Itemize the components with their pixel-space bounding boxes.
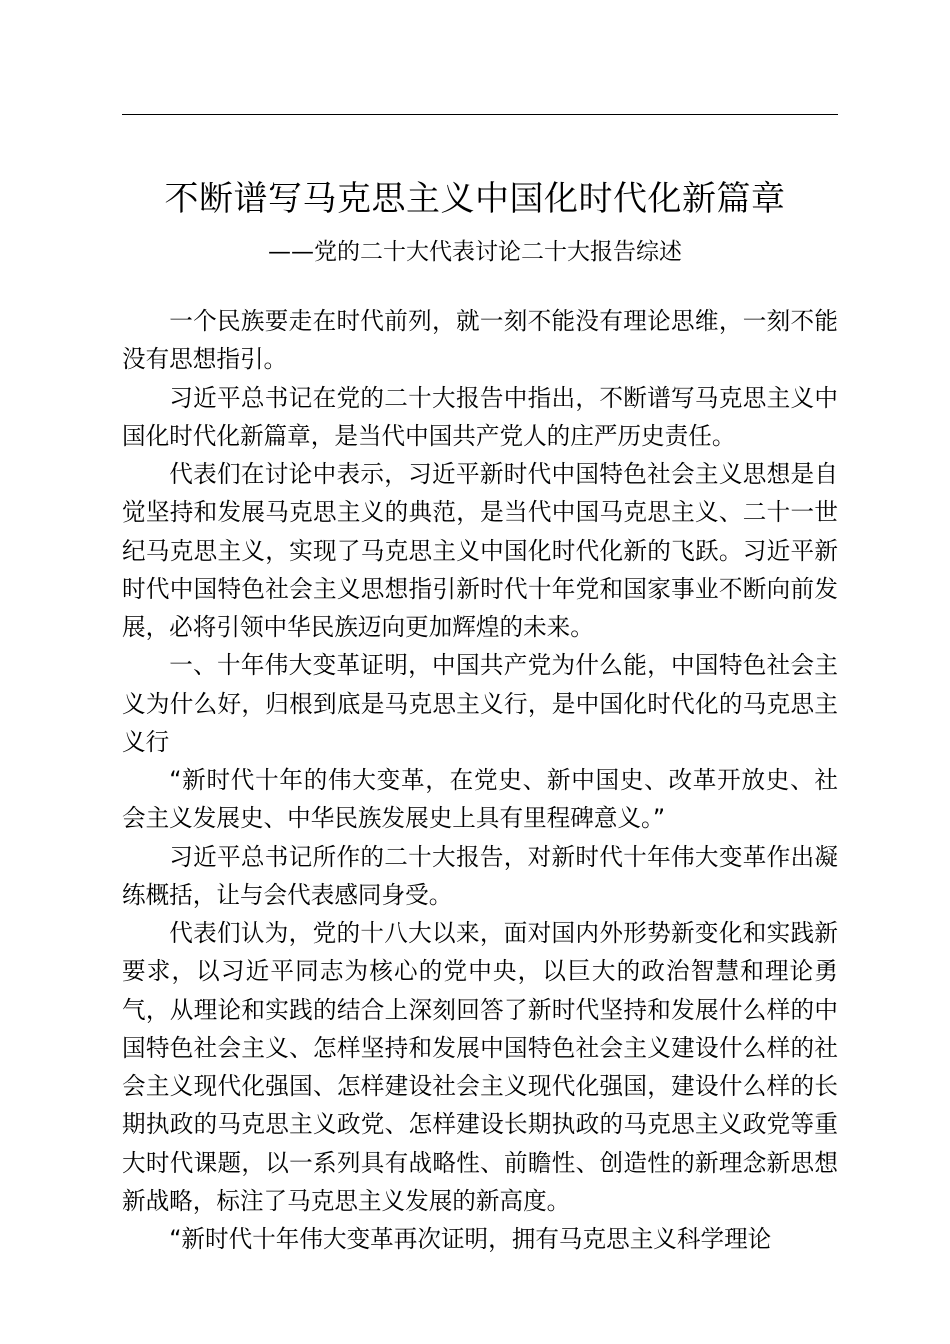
section-heading: 一、十年伟大变革证明，中国共产党为什么能，中国特色社会主义为什么好，归根到底是马克思主义行，是中国化时代化的马克思主义行 bbox=[122, 651, 838, 756]
document-subtitle: ——党的二十大代表讨论二十大报告综述 bbox=[268, 239, 682, 265]
header-rule bbox=[122, 114, 838, 115]
paragraph: 一个民族要走在时代前列，就一刻不能没有理论思维，一刻不能没有思想指引。 bbox=[122, 307, 838, 374]
paragraph: 习近平总书记所作的二十大报告，对新时代十年伟大变革作出凝练概括，让与会代表感同身受。 bbox=[122, 842, 838, 909]
paragraph: 代表们在讨论中表示，习近平新时代中国特色社会主义思想是自觉坚持和发展马克思主义的典范，是当代中国马克思主义、二十一世纪马克思主义，实现了马克思主义中国化时代化新的飞跃。习近平新时代中国特色社会主义思想指引新时代十年党和国家事业不断向前发展，必将引领中华民族迈向更加辉煌的未来。 bbox=[122, 460, 838, 641]
document-title: 不断谱写马克思主义中国化时代化新篇章 bbox=[164, 179, 786, 219]
document-body bbox=[122, 302, 838, 1258]
quote-paragraph: “新时代十年的伟大变革，在党史、新中国史、改革开放史、社会主义发展史、中华民族发展史上具有里程碑意义。” bbox=[122, 766, 838, 833]
paragraph: 代表们认为，党的十八大以来，面对国内外形势新变化和实践新要求，以习近平同志为核心的党中央，以巨大的政治智慧和理论勇气，从理论和实践的结合上深刻回答了新时代坚持和发展什么样的中国特色社会主义、怎样坚持和发展中国特色社会主义建设什么样的社会主义现代化强国、怎样建设社会主义现代化强国，建设什么样的长期执政的马克思主义政党、怎样建设长期执政的马克思主义政党等重大时代课题，以一系列具有战略性、前瞻性、创造性的新理念新思想新战略，标注了马克思主义发展的新高度。 bbox=[122, 919, 838, 1215]
quote-paragraph: “新时代十年伟大变革再次证明，拥有马克思主义科学理论 bbox=[169, 1225, 772, 1253]
paragraph: 习近平总书记在党的二十大报告中指出，不断谱写马克思主义中国化时代化新篇章，是当代中国共产党人的庄严历史责任。 bbox=[122, 383, 838, 450]
